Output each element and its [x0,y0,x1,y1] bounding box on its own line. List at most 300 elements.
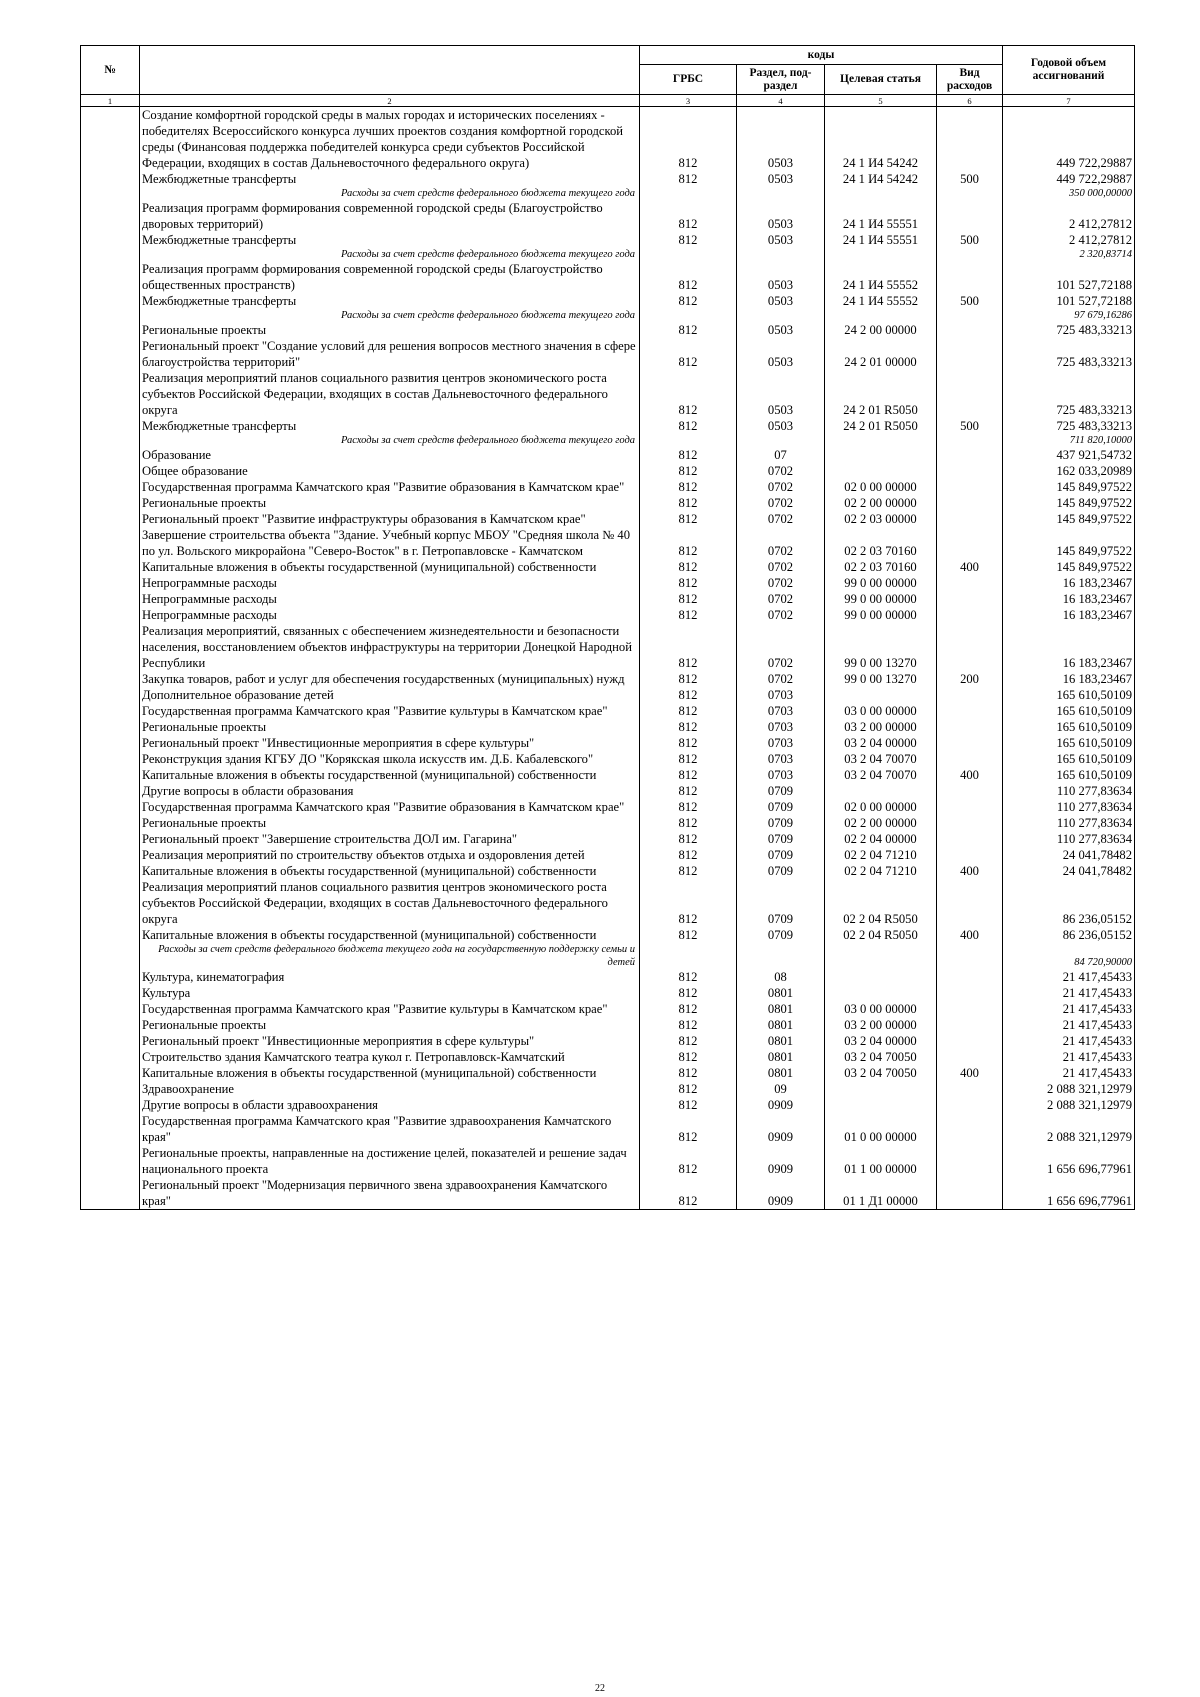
cell-section: 0702 [737,495,825,511]
table-row [81,719,1135,735]
cell-grbs: 812 [640,495,737,511]
header-description [140,46,640,95]
cell-description: Другие вопросы в области образования [140,783,640,799]
cell-amount: 165 610,50109 [1003,687,1135,703]
header-type: Вид расходов [937,65,1003,95]
cell-type [937,338,1003,370]
cell-number [81,434,140,447]
cell-grbs: 812 [640,575,737,591]
cell-amount: 21 417,45433 [1003,1001,1135,1017]
cell-amount: 165 610,50109 [1003,751,1135,767]
cell-number [81,1001,140,1017]
cell-amount: 2 412,27812 [1003,232,1135,248]
cell-description: Образование [140,447,640,463]
cell-amount: 1 656 696,77961 [1003,1177,1135,1210]
cell-number [81,293,140,309]
cell-description: Региональный проект "Завершение строительства ДОЛ им. Гагарина" [140,831,640,847]
cell-description: Расходы за счет средств федерального бюджета текущего года [140,434,640,447]
cell-target: 24 1 И4 55552 [825,293,937,309]
table-body [81,107,1135,1210]
cell-grbs: 812 [640,370,737,418]
cell-description: Межбюджетные трансферты [140,171,640,187]
table-row [81,847,1135,863]
cell-section: 08 [737,969,825,985]
cell-amount: 97 679,16286 [1003,309,1135,322]
table-row [81,671,1135,687]
cell-section: 0801 [737,1049,825,1065]
table-row [81,1065,1135,1081]
cell-target: 03 2 00 00000 [825,1017,937,1033]
cell-type [937,200,1003,232]
cell-number [81,943,140,969]
cell-grbs: 812 [640,559,737,575]
cell-target [825,434,937,447]
cell-type [937,985,1003,1001]
cell-type [937,591,1003,607]
header-section: Раздел, под-раздел [737,65,825,95]
cell-type [937,623,1003,671]
cell-section: 0703 [737,735,825,751]
col-number: 7 [1003,95,1135,107]
note-row [81,434,1135,447]
cell-type [937,687,1003,703]
cell-description: Капитальные вложения в объекты государственной (муниципальной) собственности [140,1065,640,1081]
cell-type [937,607,1003,623]
cell-target: 99 0 00 13270 [825,623,937,671]
cell-section: 0503 [737,107,825,172]
cell-section: 0709 [737,783,825,799]
cell-section: 0503 [737,261,825,293]
cell-description: Региональные проекты, направленные на достижение целей, показателей и решение задач национального проекта [140,1145,640,1177]
cell-number [81,751,140,767]
cell-number [81,719,140,735]
table-row [81,607,1135,623]
cell-target: 24 1 И4 55551 [825,200,937,232]
cell-target [825,687,937,703]
cell-description: Здравоохранение [140,1081,640,1097]
cell-type: 500 [937,418,1003,434]
table-row [81,575,1135,591]
cell-section: 0709 [737,831,825,847]
cell-amount: 2 088 321,12979 [1003,1081,1135,1097]
cell-number [81,171,140,187]
cell-description: Капитальные вложения в объекты государственной (муниципальной) собственности [140,559,640,575]
cell-number [81,200,140,232]
cell-grbs: 812 [640,479,737,495]
table-row [81,735,1135,751]
cell-grbs: 812 [640,1177,737,1210]
cell-section: 0801 [737,1017,825,1033]
note-row [81,943,1135,969]
cell-section: 0702 [737,591,825,607]
cell-target: 03 2 04 00000 [825,735,937,751]
cell-section: 0703 [737,687,825,703]
cell-grbs: 812 [640,607,737,623]
cell-section: 09 [737,1081,825,1097]
cell-section: 0703 [737,767,825,783]
cell-target: 01 0 00 00000 [825,1113,937,1145]
cell-type [937,463,1003,479]
table-row [81,511,1135,527]
table-row [81,1049,1135,1065]
cell-description: Региональные проекты [140,1017,640,1033]
cell-section [737,248,825,261]
cell-amount: 711 820,10000 [1003,434,1135,447]
table-row [81,1001,1135,1017]
page-number: 22 [595,1683,605,1694]
cell-amount: 725 483,33213 [1003,338,1135,370]
cell-grbs: 812 [640,687,737,703]
cell-section: 0801 [737,985,825,1001]
cell-description: Межбюджетные трансферты [140,418,640,434]
cell-description: Государственная программа Камчатского края "Развитие культуры в Камчатском крае" [140,703,640,719]
cell-grbs: 812 [640,511,737,527]
cell-type [937,1177,1003,1210]
cell-type: 400 [937,1065,1003,1081]
cell-type [937,248,1003,261]
cell-target: 01 1 Д1 00000 [825,1177,937,1210]
cell-type [937,1097,1003,1113]
cell-number [81,879,140,927]
cell-description: Непрограммные расходы [140,607,640,623]
cell-description: Культура, кинематография [140,969,640,985]
cell-description: Региональный проект "Создание условий для решения вопросов местного значения в сфере благоустройства территорий" [140,338,640,370]
cell-amount: 21 417,45433 [1003,1033,1135,1049]
cell-description: Непрограммные расходы [140,575,640,591]
cell-number [81,107,140,172]
cell-grbs: 812 [640,1049,737,1065]
table-row [81,1017,1135,1033]
cell-target: 02 2 03 70160 [825,559,937,575]
cell-description: Реализация мероприятий по строительству объектов отдыха и оздоровления детей [140,847,640,863]
cell-number [81,447,140,463]
cell-section: 0909 [737,1097,825,1113]
cell-number [81,591,140,607]
cell-type [937,969,1003,985]
cell-amount: 101 527,72188 [1003,261,1135,293]
cell-section: 0703 [737,703,825,719]
cell-number [81,463,140,479]
cell-number [81,1049,140,1065]
cell-target: 03 2 04 70070 [825,751,937,767]
cell-number [81,1145,140,1177]
cell-target: 03 0 00 00000 [825,1001,937,1017]
cell-number [81,863,140,879]
cell-description: Капитальные вложения в объекты государственной (муниципальной) собственности [140,927,640,943]
header-grbs: ГРБС [640,65,737,95]
cell-description: Завершение строительства объекта "Здание. Учебный корпус МБОУ "Средняя школа № 40 по ул. Вольского микрорайона "Северо-Восток" в г. Петропавловске - Камчатском [140,527,640,559]
cell-number [81,322,140,338]
cell-number [81,985,140,1001]
cell-amount: 101 527,72188 [1003,293,1135,309]
cell-type [937,943,1003,969]
cell-grbs: 812 [640,447,737,463]
cell-section: 0702 [737,575,825,591]
cell-section: 0702 [737,463,825,479]
cell-type: 500 [937,293,1003,309]
cell-grbs: 812 [640,703,737,719]
table-row [81,1097,1135,1113]
cell-type [937,434,1003,447]
table-row [81,591,1135,607]
table-row [81,293,1135,309]
cell-section: 0503 [737,200,825,232]
cell-number [81,1177,140,1210]
cell-number [81,232,140,248]
cell-grbs: 812 [640,719,737,735]
cell-grbs: 812 [640,322,737,338]
cell-number [81,927,140,943]
cell-section: 0801 [737,1001,825,1017]
cell-amount: 16 183,23467 [1003,671,1135,687]
cell-description: Региональный проект "Инвестиционные мероприятия в сфере культуры" [140,1033,640,1049]
table-row [81,927,1135,943]
cell-grbs: 812 [640,527,737,559]
cell-grbs [640,187,737,200]
cell-description: Капитальные вложения в объекты государственной (муниципальной) собственности [140,863,640,879]
cell-section: 0709 [737,815,825,831]
cell-type [937,1017,1003,1033]
cell-type [937,1113,1003,1145]
cell-amount: 21 417,45433 [1003,1017,1135,1033]
cell-grbs [640,248,737,261]
cell-target: 03 2 04 70070 [825,767,937,783]
cell-target [825,447,937,463]
cell-description: Расходы за счет средств федерального бюджета текущего года [140,187,640,200]
cell-number [81,575,140,591]
cell-section: 0909 [737,1177,825,1210]
cell-target: 03 0 00 00000 [825,703,937,719]
cell-number [81,687,140,703]
cell-grbs: 812 [640,1113,737,1145]
col-number: 4 [737,95,825,107]
cell-section: 0709 [737,927,825,943]
cell-type [937,447,1003,463]
cell-description: Государственная программа Камчатского края "Развитие образования в Камчатском крае" [140,479,640,495]
cell-number [81,527,140,559]
cell-target: 24 2 00 00000 [825,322,937,338]
cell-section: 0503 [737,232,825,248]
cell-grbs: 812 [640,879,737,927]
cell-amount: 2 088 321,12979 [1003,1097,1135,1113]
table-row [81,985,1135,1001]
cell-amount: 449 722,29887 [1003,107,1135,172]
col-number: 2 [140,95,640,107]
cell-grbs: 812 [640,985,737,1001]
cell-type [937,751,1003,767]
cell-description: Региональные проекты [140,495,640,511]
table-row [81,687,1135,703]
cell-grbs: 812 [640,1145,737,1177]
table-row [81,1113,1135,1145]
cell-type: 400 [937,559,1003,575]
cell-grbs: 812 [640,463,737,479]
table-row [81,322,1135,338]
cell-target [825,309,937,322]
cell-target [825,187,937,200]
cell-grbs: 812 [640,1065,737,1081]
cell-description: Реализация мероприятий, связанных с обеспечением жизнедеятельности и безопасности населения, восстановлением объектов инфраструктуры на территории Донецкой Народной Республики [140,623,640,671]
cell-target: 02 2 03 00000 [825,511,937,527]
cell-type [937,322,1003,338]
cell-target: 03 2 04 70050 [825,1049,937,1065]
cell-number [81,607,140,623]
note-row [81,309,1135,322]
cell-description: Расходы за счет средств федерального бюджета текущего года на государственную поддержку семьи и детей [140,943,640,969]
cell-type: 400 [937,927,1003,943]
table-row [81,479,1135,495]
cell-type [937,1145,1003,1177]
cell-target: 02 2 04 R5050 [825,927,937,943]
table-row [81,1033,1135,1049]
table-row [81,783,1135,799]
cell-grbs: 812 [640,418,737,434]
table-row [81,200,1135,232]
cell-number [81,559,140,575]
cell-section: 0709 [737,799,825,815]
cell-type [937,1081,1003,1097]
cell-type [937,735,1003,751]
cell-target: 02 2 04 00000 [825,831,937,847]
cell-description: Другие вопросы в области здравоохранения [140,1097,640,1113]
table-row [81,751,1135,767]
cell-amount: 24 041,78482 [1003,863,1135,879]
cell-description: Межбюджетные трансферты [140,293,640,309]
cell-section: 0503 [737,370,825,418]
cell-type [937,831,1003,847]
cell-amount: 21 417,45433 [1003,1065,1135,1081]
cell-grbs: 812 [640,783,737,799]
cell-amount: 165 610,50109 [1003,719,1135,735]
cell-section: 0503 [737,338,825,370]
cell-description: Региональный проект "Инвестиционные мероприятия в сфере культуры" [140,735,640,751]
cell-section: 0909 [737,1145,825,1177]
cell-type [937,879,1003,927]
cell-grbs: 812 [640,831,737,847]
cell-number [81,309,140,322]
cell-amount: 21 417,45433 [1003,985,1135,1001]
cell-grbs: 812 [640,735,737,751]
cell-type [937,495,1003,511]
cell-description: Капитальные вложения в объекты государственной (муниципальной) собственности [140,767,640,783]
table-row [81,107,1135,172]
cell-number [81,479,140,495]
cell-description: Дополнительное образование детей [140,687,640,703]
table-row [81,171,1135,187]
cell-section: 0503 [737,418,825,434]
cell-grbs: 812 [640,927,737,943]
cell-type [937,815,1003,831]
cell-description: Региональный проект "Модернизация первичного звена здравоохранения Камчатского края" [140,1177,640,1210]
cell-number [81,261,140,293]
cell-target: 24 2 01 R5050 [825,370,937,418]
cell-amount: 86 236,05152 [1003,879,1135,927]
cell-target: 99 0 00 13270 [825,671,937,687]
table-row [81,338,1135,370]
header-codes: коды [640,46,1003,65]
cell-target: 24 2 01 R5050 [825,418,937,434]
cell-target [825,248,937,261]
cell-type: 400 [937,767,1003,783]
cell-target: 24 2 01 00000 [825,338,937,370]
note-row [81,248,1135,261]
cell-amount: 24 041,78482 [1003,847,1135,863]
cell-section: 0801 [737,1065,825,1081]
cell-description: Реконструкция здания КГБУ ДО "Корякская школа искусств им. Д.Б. Кабалевского" [140,751,640,767]
cell-type [937,703,1003,719]
cell-type: 200 [937,671,1003,687]
cell-amount: 21 417,45433 [1003,1049,1135,1065]
cell-section [737,187,825,200]
cell-number [81,1081,140,1097]
cell-grbs: 812 [640,799,737,815]
cell-amount: 86 236,05152 [1003,927,1135,943]
cell-grbs: 812 [640,1017,737,1033]
cell-amount: 16 183,23467 [1003,591,1135,607]
cell-target: 24 1 И4 54242 [825,171,937,187]
cell-section: 0801 [737,1033,825,1049]
cell-number [81,418,140,434]
cell-amount: 449 722,29887 [1003,171,1135,187]
cell-target: 02 2 00 00000 [825,495,937,511]
cell-grbs: 812 [640,338,737,370]
cell-amount: 162 033,20989 [1003,463,1135,479]
cell-description: Расходы за счет средств федерального бюджета текущего года [140,309,640,322]
cell-amount: 1 656 696,77961 [1003,1145,1135,1177]
cell-section: 0702 [737,671,825,687]
cell-amount: 110 277,83634 [1003,815,1135,831]
cell-number [81,187,140,200]
cell-type [937,479,1003,495]
cell-type [937,783,1003,799]
col-number: 1 [81,95,140,107]
table-row [81,463,1135,479]
cell-section: 07 [737,447,825,463]
table-row [81,1177,1135,1210]
cell-section [737,943,825,969]
cell-grbs: 812 [640,200,737,232]
table-header [81,46,1135,107]
cell-grbs: 812 [640,1033,737,1049]
cell-amount: 110 277,83634 [1003,799,1135,815]
cell-description: Закупка товаров, работ и услуг для обеспечения государственных (муниципальных) нужд [140,671,640,687]
cell-grbs: 812 [640,232,737,248]
table-row [81,527,1135,559]
cell-target [825,783,937,799]
cell-amount: 16 183,23467 [1003,623,1135,671]
col-number: 3 [640,95,737,107]
cell-grbs: 812 [640,767,737,783]
cell-section: 0503 [737,171,825,187]
header-target: Целевая статья [825,65,937,95]
cell-number [81,1097,140,1113]
table-row [81,1145,1135,1177]
cell-section: 0909 [737,1113,825,1145]
cell-description: Региональные проекты [140,719,640,735]
cell-grbs: 812 [640,1081,737,1097]
cell-section: 0709 [737,879,825,927]
cell-grbs: 812 [640,1097,737,1113]
table-row [81,418,1135,434]
cell-target: 02 0 00 00000 [825,479,937,495]
cell-amount: 145 849,97522 [1003,495,1135,511]
cell-target: 02 0 00 00000 [825,799,937,815]
cell-amount: 165 610,50109 [1003,767,1135,783]
cell-description: Государственная программа Камчатского края "Развитие здравоохранения Камчатского края" [140,1113,640,1145]
cell-number [81,1113,140,1145]
cell-number [81,703,140,719]
cell-amount: 437 921,54732 [1003,447,1135,463]
